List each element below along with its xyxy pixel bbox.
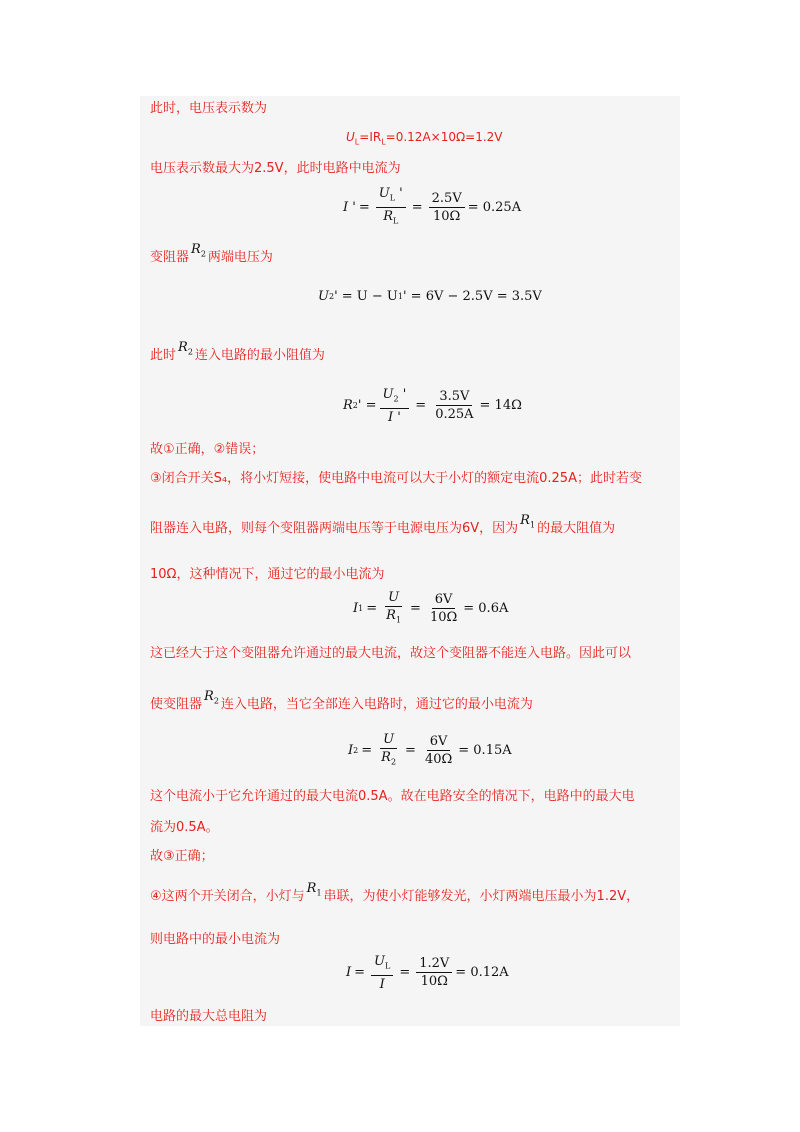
text-line-5: 故①正确，②错误； (150, 442, 265, 457)
equation-1: $U_L=IR_L=0.12A\times 10\Omega=1.2V$ (346, 130, 503, 147)
text-line-8: 10Ω，这种情况下，通过它的最小电流为 (150, 567, 385, 582)
equation-2: I ' = $\frac{U_L '}{R_L}$ = $\frac{2.5V}{10\Omega}$ = 0.25A (343, 186, 522, 226)
equation-5: I 1 = $\frac{U}{R_1}$ = $\frac{6V}{10\Omega}$ = 0.6A (353, 590, 509, 626)
equation-7: I = $\frac{U_L}{I}$ = $\frac{1.2V}{10\Omega}$ = 0.12A (346, 954, 509, 992)
text-line-2: 电压表示数最大为2.5V，此时电路中电流为 (150, 161, 401, 176)
text-line-3: 变阻器$R_2$ 两端电压为 (150, 242, 273, 265)
text-line-4: 此时$R_2$ 连入电路的最小阻值为 (150, 340, 325, 363)
text-line-14: ④这两个开关闭合，小灯与$R_1$ 串联，为使小灯能够发光，小灯两端电压最小为1.2V， (150, 881, 640, 904)
equation-3: U 2 ' = U − U 1 ' = 6V − 2.5V = 3.5V (318, 289, 542, 304)
text-line-15: 则电路中的最小电流为 (150, 932, 281, 947)
text-line-11: 这个电流小于它允许通过的最大电流0.5A。故在电路安全的情况下，电路中的最大电 (150, 789, 635, 804)
text-line-6: ③闭合开关S₄，将小灯短接，使电路中电流可以大于小灯的额定电流0.25A；此时若变 (150, 471, 642, 486)
text-line-9: 这已经大于这个变阻器允许通过的最大电流，故这个变阻器不能连入电路。因此可以 (150, 646, 632, 661)
text-line-10: 使变阻器$R_2$ 连入电路，当它全部连入电路时，通过它的最小电流为 (150, 689, 533, 712)
equation-6: I 2 = $\frac{U}{R_2}$ = $\frac{6V}{40\Omega}$ = 0.15A (348, 732, 512, 768)
text-line-7: 阻器连入电路，则每个变阻器两端电压等于电源电压为6V，因为$R_1$ 的最大阻值为 (150, 513, 616, 536)
content-panel (140, 96, 680, 1026)
equation-4: R 2 ' = $\frac{U_2 '}{I '}$ = $\frac{3.5V}{0.25A}$ = 14Ω (343, 387, 522, 425)
text-line-1: 此时，电压表示数为 (150, 101, 268, 116)
text-line-16: 电路的最大总电阻为 (150, 1009, 268, 1024)
text-line-12: 流为0.5A。 (150, 820, 219, 835)
text-line-13: 故③正确； (150, 849, 214, 864)
